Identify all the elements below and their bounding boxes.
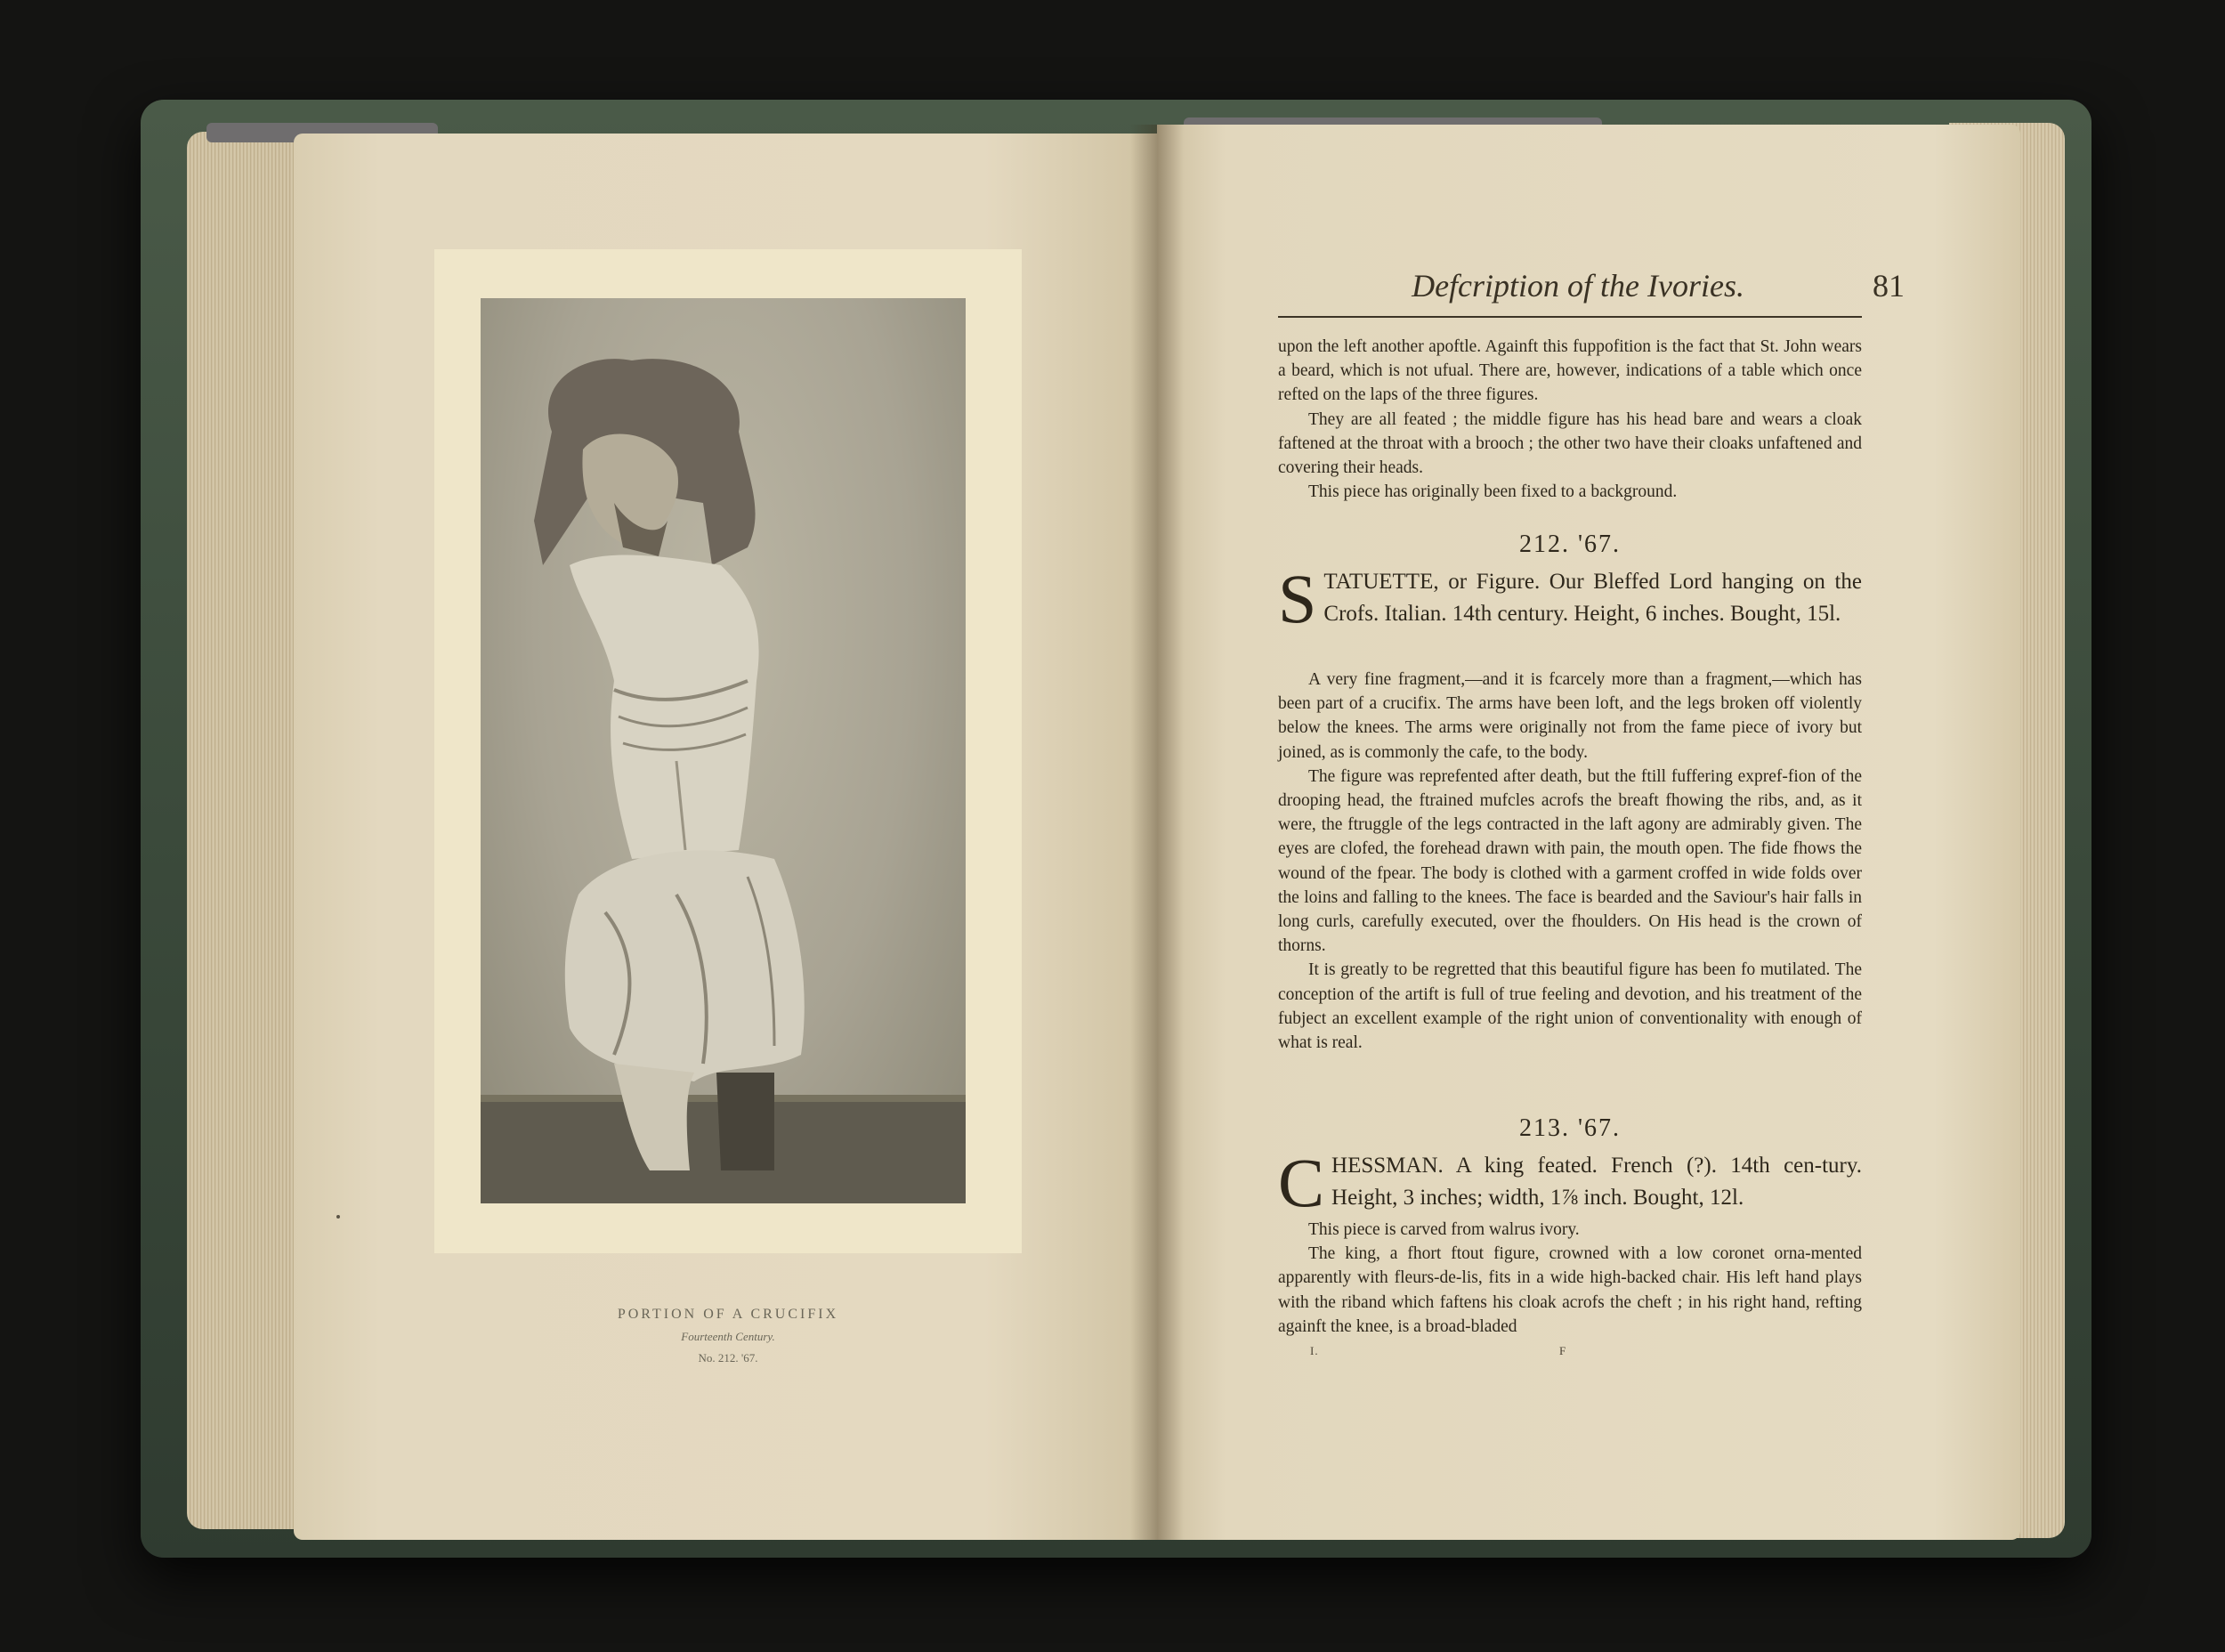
entry-212-number: 212. '67. xyxy=(1518,530,1622,558)
crucifix-figure-illustration xyxy=(481,298,966,1203)
entry-212-paragraph: The figure was reprefented after death, but the ftill fuffering expref-fion of the drooping head, the ftrained mufcles acrofs the breaft fhowing the ribs, and, as it were, the ftruggle of the legs contracted in the laft agony are admirably given. The eyes are clofed, the forehead drawn with pain, the mouth open. The fide fhows the wound of the fpear. The body is clothed with a garment croffed in wide folds over the loins and falling to the knees. The face is bearded and the Saviour's hair falls in long curls, carefully executed, over the fhoulders. On His head is the crown of thorns. xyxy=(1278,766,1862,956)
dropcap-c: C xyxy=(1278,1144,1325,1221)
signature-letter: F xyxy=(1559,1344,1567,1357)
header-rule xyxy=(1278,316,1862,318)
page-number: 81 xyxy=(1873,268,1905,304)
entry-213-heading-text: HESSMAN. A king feated. French (?). 14th cen-tury. Height, 3 inches; width, 1⅞ inch. Bought, 12l. xyxy=(1331,1154,1862,1210)
signature-volume: I. xyxy=(1310,1344,1319,1357)
dropcap-s: S xyxy=(1278,560,1317,637)
entry-213-paragraph: This piece is carved from walrus ivory. xyxy=(1308,1220,1580,1239)
entry-212-text xyxy=(1278,668,1862,1055)
entry-213-heading xyxy=(1278,1144,1862,1221)
page-speck xyxy=(336,1215,340,1219)
plate-caption-period: Fourteenth Century. xyxy=(681,1330,775,1343)
crucifix-photograph xyxy=(481,298,966,1203)
entry-212-heading xyxy=(1278,560,1862,637)
continuation-paragraph: This piece has originally been fixed to a background. xyxy=(1308,482,1678,502)
entry-212-heading-text: TATUETTE, or Figure. Our Bleffed Lord hanging on the Crofs. Italian. 14th century. Height, 6 inches. Bought, 15l. xyxy=(1323,570,1862,626)
entry-213-text xyxy=(1278,1218,1862,1339)
running-head: Defcription of the Ivories. xyxy=(1412,268,1744,304)
plate-caption-number: No. 212. '67. xyxy=(698,1351,758,1365)
entry-213-paragraph: The king, a fhort ftout figure, crowned with a low coronet orna-mented apparently with fleurs-de-lis, fits in a wide high-backed chair. His left hand plays with the riband which faftens his cloak acrofs the cheft ; in his right hand, refting againft the knee, is a broad-bladed xyxy=(1278,1244,1862,1336)
book-gutter xyxy=(1130,125,1184,1540)
entry-213-number: 213. '67. xyxy=(1518,1114,1622,1142)
continuation-paragraph: They are all feated ; the middle figure has his head bare and wears a cloak faftened at the throat with a brooch ; the other two have their cloaks unfaftened and covering their heads. xyxy=(1278,409,1862,478)
continuation-paragraph: upon the left another apoftle. Againft this fuppofition is the fact that St. John wears a beard, which is not ufual. There are, however, indications of a table which once refted on the laps of the three figures. xyxy=(1278,337,1862,405)
entry-212-paragraph: A very fine fragment,—and it is fcarcely more than a fragment,—which has been part of a crucifix. The arms have been loft, and the legs broken off violently below the knees. The arms were originally not from the fame piece of ivory but joined, as is commonly the cafe, to the body. xyxy=(1278,670,1862,762)
plate-caption-title: PORTION OF A CRUCIFIX xyxy=(617,1307,839,1322)
entry-212-paragraph: It is greatly to be regretted that this beautiful figure has been fo mutilated. The conception of the artift is full of true feeling and devotion, and his treatment of the fubject an excellent example of the right union of conventionality with enough of what is real. xyxy=(1278,960,1862,1053)
page-block-edge-left xyxy=(187,132,312,1529)
continuation-text xyxy=(1278,335,1862,504)
